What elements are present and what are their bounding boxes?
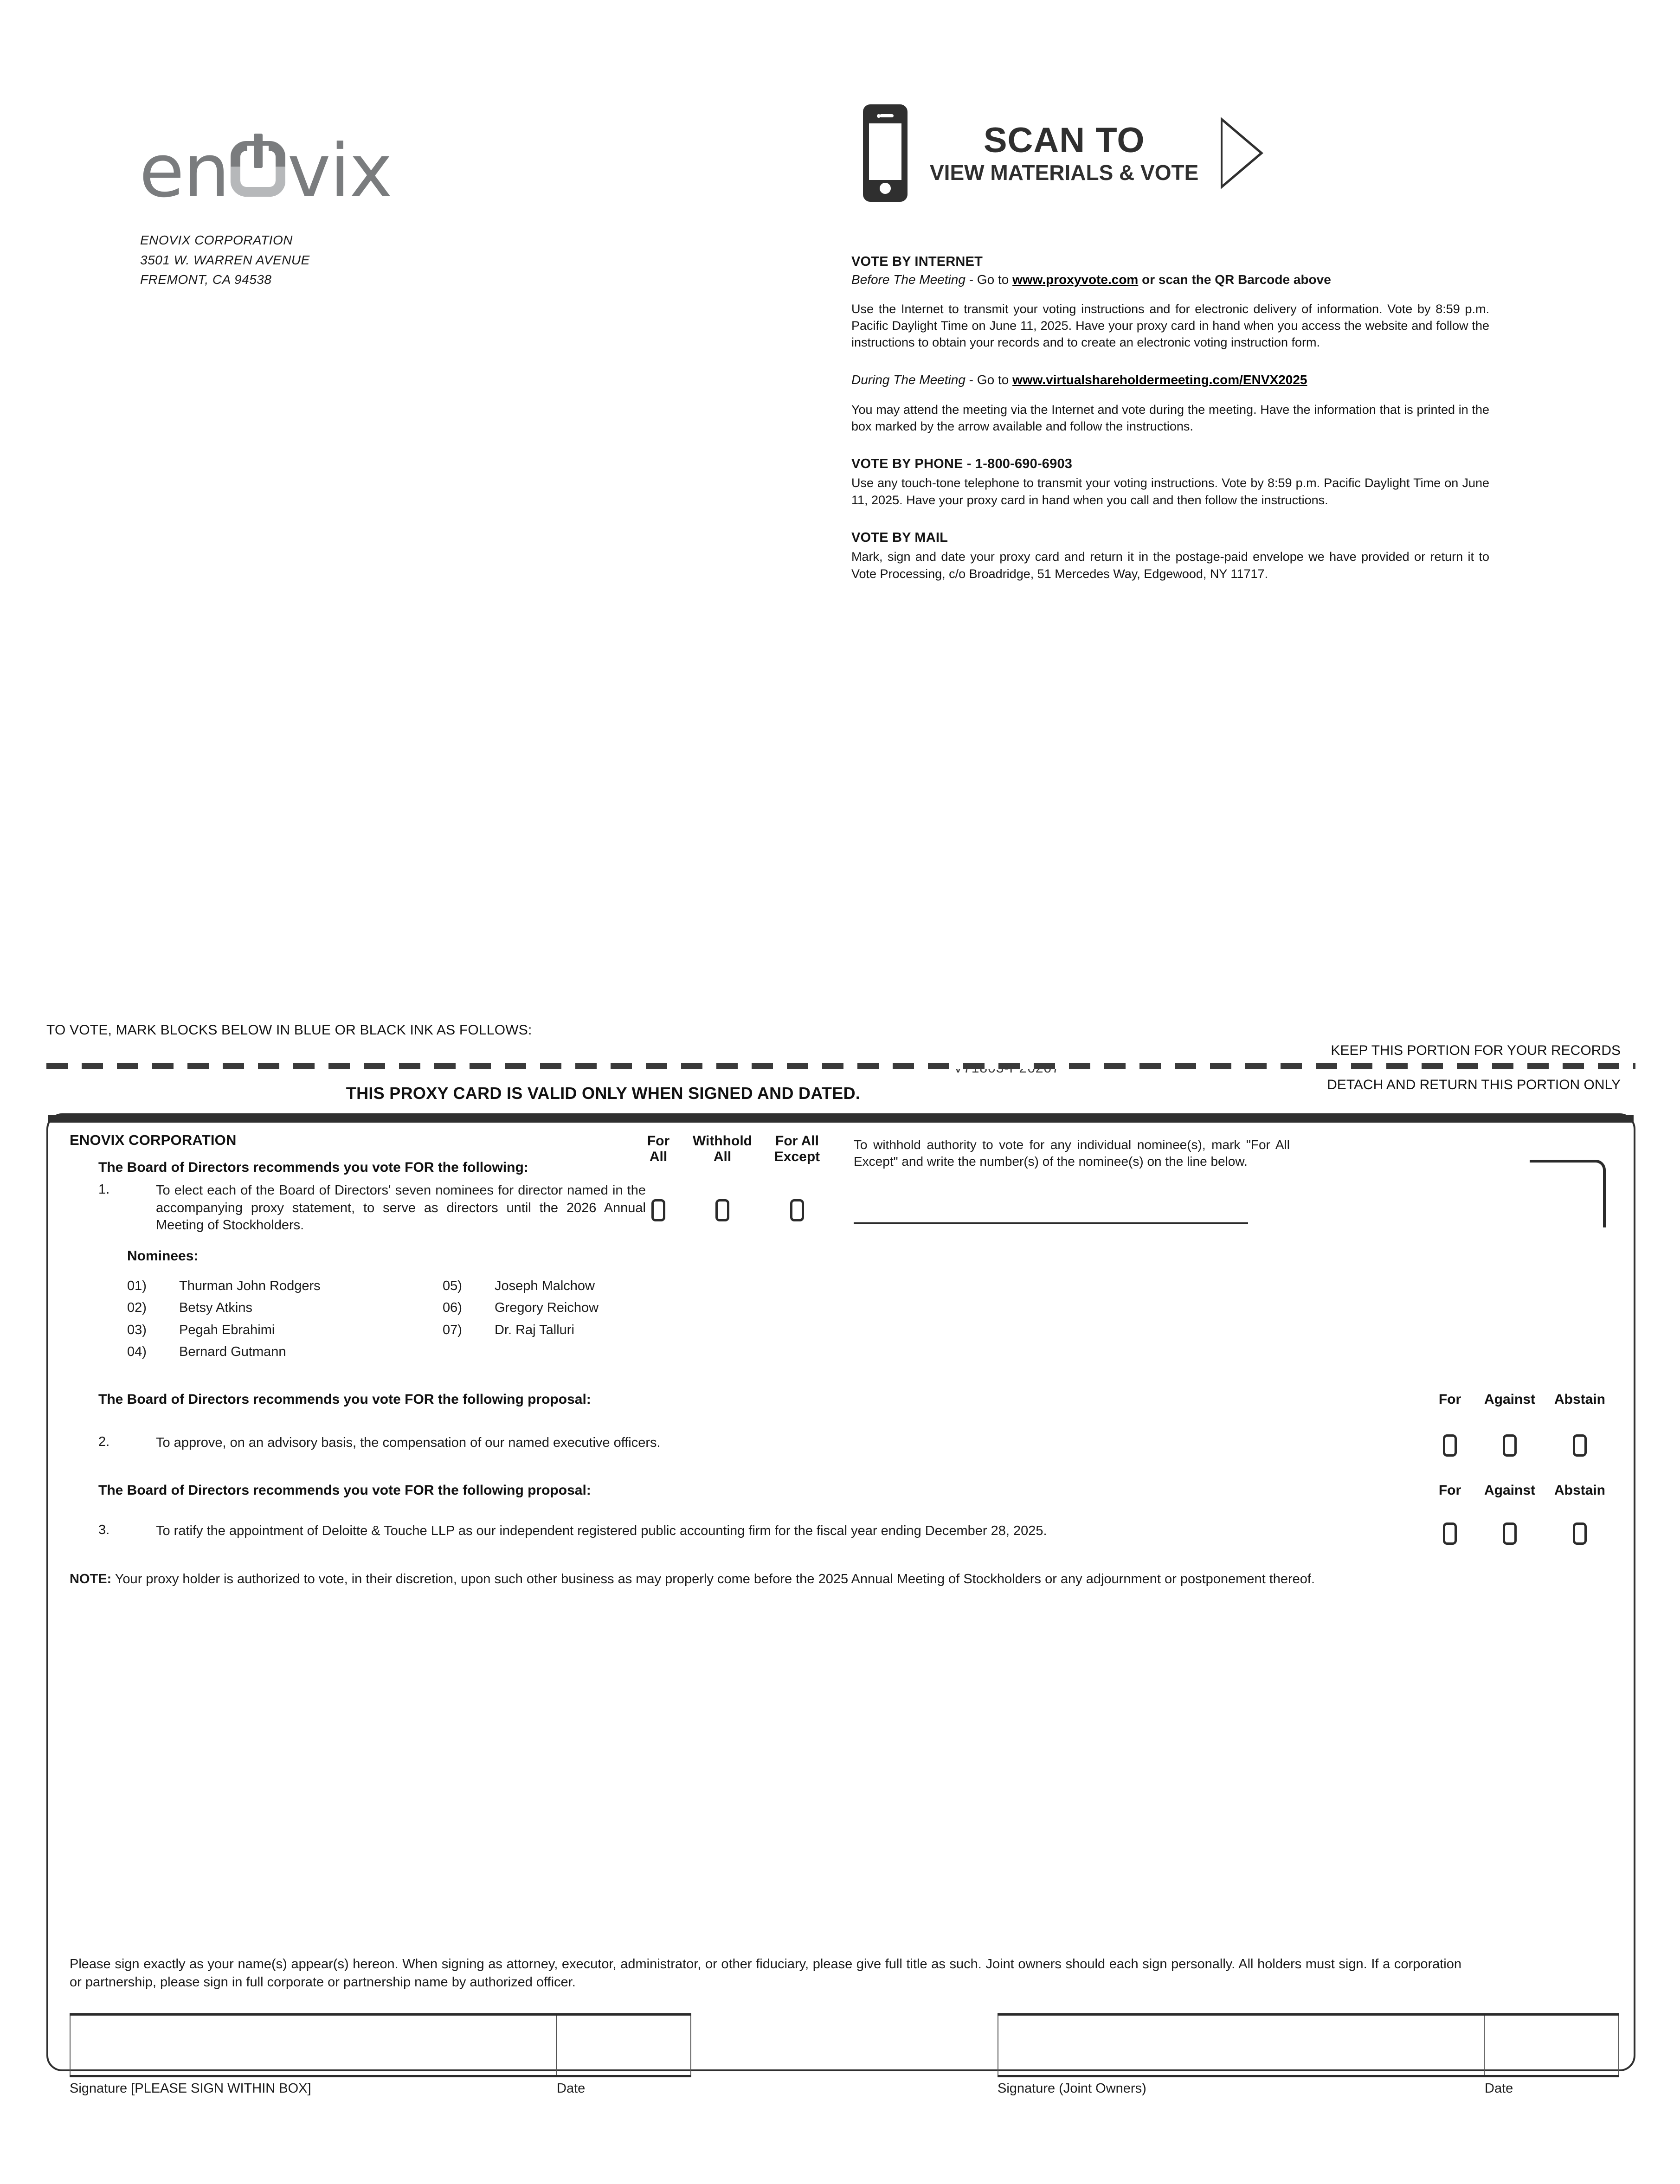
during-meeting-label: During The Meeting bbox=[851, 373, 966, 387]
item3-text: To ratify the appointment of Deloitte & Touche LLP as our independent registered public accounting firm for the fiscal year ending December 28, 2025. bbox=[156, 1523, 1047, 1539]
checkbox-cell-against-item3 bbox=[1474, 1522, 1545, 1545]
header-for-item3: For bbox=[1438, 1483, 1461, 1498]
checkbox-item2-against[interactable] bbox=[1503, 1434, 1517, 1457]
signature-label-joint: Signature (Joint Owners) bbox=[998, 2081, 1146, 2096]
checkbox-item2-for[interactable] bbox=[1443, 1434, 1457, 1457]
signature-area bbox=[70, 2013, 1619, 2096]
logo-wordmark bbox=[139, 128, 557, 214]
recommendation-proposal-3: The Board of Directors recommends you vote FOR the following proposal: bbox=[98, 1483, 591, 1498]
list-item: 01) Thurman John Rodgers bbox=[127, 1275, 443, 1297]
item3-column-headers bbox=[1425, 1483, 1615, 1498]
nominee-name: Dr. Raj Talluri bbox=[495, 1322, 574, 1337]
logo-letters-en: en bbox=[139, 128, 229, 214]
before-meeting-line bbox=[851, 271, 1489, 288]
during-meeting-goto: - Go to bbox=[965, 373, 1013, 387]
vote-by-internet-heading: VOTE BY INTERNET bbox=[851, 254, 983, 269]
checkbox-cell-against-item2 bbox=[1474, 1434, 1545, 1457]
nominees-column-left bbox=[127, 1275, 443, 1363]
list-item: 02) Betsy Atkins bbox=[127, 1297, 443, 1319]
withhold-authority-note: To withhold authority to vote for any individual nominee(s), mark "For All Except" and write the number(s) of the nominee(s) on the line below. bbox=[854, 1137, 1290, 1169]
date-label-primary: Date bbox=[557, 2081, 586, 2096]
card-corporation-name: ENOVIX CORPORATION bbox=[70, 1132, 237, 1148]
mail-instructions-body: Mark, sign and date your proxy card and return it in the postage-paid envelope we have provided or return it to Vote Processing, c/o Broadridge, 51 Mercedes Way, Edgewood, NY 11717. bbox=[851, 550, 1489, 581]
before-meeting-suffix: or scan the QR Barcode above bbox=[1138, 272, 1331, 287]
nominees-list bbox=[70, 1275, 1615, 1363]
phone-instructions-body: Use any touch-tone telephone to transmit your voting instructions. Vote by 8:59 p.m. Pacific Daylight Time on June 11, 2025. Have your proxy card in hand when you call and then follow the instructions. bbox=[851, 476, 1489, 507]
recommendation-proposal-2: The Board of Directors recommends you vote FOR the following proposal: bbox=[98, 1392, 591, 1407]
item3-body bbox=[70, 1522, 1425, 1540]
voting-instructions bbox=[851, 253, 1489, 582]
company-name: ENOVIX CORPORATION bbox=[140, 233, 293, 247]
list-item: 05) Joseph Malchow bbox=[443, 1275, 758, 1297]
scan-to-heading: SCAN TO bbox=[983, 120, 1145, 160]
vote-by-phone-heading: VOTE BY PHONE - 1-800-690-6903 bbox=[851, 456, 1073, 471]
proxy-note bbox=[70, 1571, 1457, 1588]
proxyvote-link[interactable]: www.proxyvote.com bbox=[1012, 272, 1139, 287]
note-label: NOTE: bbox=[70, 1572, 112, 1587]
proxy-card-content bbox=[70, 1132, 1615, 1588]
internet-instructions-body: Use the Internet to transmit your voting instructions and for electronic delivery of information. Vote by 8:59 p.m. Pacific Daylight Time on June 11, 2025. Have your proxy card in hand when you access the website and follow the instructions to obtain your records and to create an electronic voting instruction form. bbox=[851, 302, 1489, 350]
address-line-1: 3501 W. WARREN AVENUE bbox=[140, 252, 310, 267]
list-item: 07) Dr. Raj Talluri bbox=[443, 1319, 758, 1341]
list-item: 04) Bernard Gutmann bbox=[127, 1341, 443, 1363]
header-for-all-except: For All Except bbox=[774, 1133, 820, 1164]
signature-label-primary: Signature [PLEASE SIGN WITHIN BOX] bbox=[70, 2081, 311, 2096]
during-meeting-body: You may attend the meeting via the Internet and vote during the meeting. Have the information that is printed in the box marked by the arrow available and follow the instructions. bbox=[851, 402, 1489, 433]
checkbox-cell-abstain-item2 bbox=[1545, 1434, 1615, 1457]
signature-labels-primary bbox=[70, 2081, 691, 2096]
scan-to-vote-banner bbox=[863, 104, 1263, 202]
address-line-2: FREMONT, CA 94538 bbox=[140, 272, 272, 287]
list-item: 06) Gregory Reichow bbox=[443, 1297, 758, 1319]
header-abstain-item2: Abstain bbox=[1554, 1392, 1605, 1407]
nominee-name: Pegah Ebrahimi bbox=[179, 1322, 275, 1337]
checkbox-cell-abstain-item3 bbox=[1545, 1522, 1615, 1545]
to-vote-instruction: TO VOTE, MARK BLOCKS BELOW IN BLUE OR BLACK INK AS FOLLOWS: bbox=[46, 1022, 532, 1038]
header-abstain-item3: Abstain bbox=[1554, 1483, 1605, 1498]
signature-boxes-primary bbox=[70, 2013, 691, 2077]
date-field-joint[interactable] bbox=[1485, 2016, 1619, 2075]
phone-home-button bbox=[880, 183, 891, 194]
phone-screen bbox=[869, 123, 901, 180]
logo-power-o-icon bbox=[231, 141, 285, 197]
nominee-name: Thurman John Rodgers bbox=[179, 1278, 321, 1294]
view-materials-vote-subheading: VIEW MATERIALS & VOTE bbox=[930, 160, 1199, 185]
list-item: 03) Pegah Ebrahimi bbox=[127, 1319, 443, 1341]
before-meeting-label: Before The Meeting bbox=[851, 272, 966, 287]
nominee-name: Betsy Atkins bbox=[179, 1300, 252, 1316]
date-label-joint: Date bbox=[1485, 2081, 1513, 2096]
signature-group-joint bbox=[998, 2013, 1619, 2096]
signature-group-primary bbox=[70, 2013, 691, 2096]
checkbox-cell-for-item2 bbox=[1425, 1434, 1474, 1457]
signature-instructions: Please sign exactly as your name(s) appear(s) hereon. When signing as attorney, executor, administrator, or other fiduciary, please give full title as such. Joint owners should each sign personally. All holders must sign. If a corporation or partnership, please sign in full corporate or partnership name by authorized officer. bbox=[70, 1957, 1461, 1990]
checkbox-item3-for[interactable] bbox=[1443, 1522, 1457, 1545]
phone-speaker bbox=[880, 114, 894, 117]
scan-banner-text bbox=[930, 122, 1198, 184]
during-meeting-line bbox=[851, 371, 1489, 388]
company-address bbox=[140, 231, 310, 290]
note-body: Your proxy holder is authorized to vote, in their discretion, upon such other business as may properly come before the 2025 Annual Meeting of Stockholders or any adjournment or postponement thereof. bbox=[111, 1572, 1315, 1587]
item3-vote-checkboxes bbox=[1425, 1522, 1615, 1545]
signature-labels-joint bbox=[998, 2081, 1619, 2096]
detach-portion-label: DETACH AND RETURN THIS PORTION ONLY bbox=[1327, 1077, 1621, 1092]
nominees-heading: Nominees: bbox=[127, 1248, 199, 1264]
signature-field-primary[interactable] bbox=[70, 2016, 557, 2075]
item3-number: 3. bbox=[98, 1522, 110, 1538]
item2-number: 2. bbox=[98, 1434, 110, 1450]
tear-dashed-line bbox=[46, 1063, 1635, 1069]
keep-portion-label: KEEP THIS PORTION FOR YOUR RECORDS bbox=[1331, 1043, 1621, 1058]
nominee-name: Bernard Gutmann bbox=[179, 1344, 286, 1359]
logo-letters-vix: vix bbox=[287, 128, 392, 214]
virtual-meeting-link[interactable]: www.virtualshareholdermeeting.com/ENVX2025 bbox=[1012, 373, 1307, 387]
item2-vote-checkboxes bbox=[1425, 1434, 1615, 1457]
vote-by-mail-heading: VOTE BY MAIL bbox=[851, 530, 948, 545]
checkbox-item3-against[interactable] bbox=[1503, 1522, 1517, 1545]
date-field-primary[interactable] bbox=[557, 2016, 691, 2075]
item2-text: To approve, on an advisory basis, the compensation of our named executive officers. bbox=[156, 1435, 661, 1451]
valid-when-signed-notice: THIS PROXY CARD IS VALID ONLY WHEN SIGNED AND DATED. bbox=[346, 1084, 861, 1103]
item1-number: 1. bbox=[98, 1182, 110, 1197]
header-for-all: For All bbox=[647, 1133, 670, 1164]
header-against-item2: Against bbox=[1484, 1392, 1535, 1407]
smartphone-icon bbox=[863, 104, 908, 202]
signature-boxes-joint bbox=[998, 2013, 1619, 2077]
checkbox-cell-for-item3 bbox=[1425, 1522, 1474, 1545]
checkbox-item3-abstain[interactable] bbox=[1573, 1522, 1587, 1545]
item1-text: To elect each of the Board of Directors' seven nominees for director named in the accompanying proxy statement, to serve as directors until the 2026 Annual Meeting of Stockholders. bbox=[156, 1183, 646, 1233]
triangle-arrow-icon bbox=[1221, 117, 1263, 189]
signature-field-joint[interactable] bbox=[998, 2016, 1485, 2075]
before-meeting-goto: - Go to bbox=[965, 272, 1013, 287]
item2-column-headers bbox=[1425, 1392, 1615, 1407]
recommendation-following: The Board of Directors recommends you vote FOR the following: bbox=[98, 1160, 528, 1175]
header-against-item3: Against bbox=[1484, 1483, 1535, 1498]
header-for-item2: For bbox=[1438, 1392, 1461, 1407]
enovix-logo bbox=[139, 128, 557, 214]
checkbox-item2-abstain[interactable] bbox=[1573, 1434, 1587, 1457]
nominee-name: Joseph Malchow bbox=[495, 1278, 595, 1294]
nominee-name: Gregory Reichow bbox=[495, 1300, 599, 1316]
proxy-card-top-bar bbox=[48, 1115, 1634, 1123]
nominees-column-right bbox=[443, 1275, 758, 1363]
header-withhold-all: Withhold All bbox=[692, 1133, 752, 1164]
logo-o-stem bbox=[254, 134, 263, 168]
item2-body bbox=[70, 1434, 1425, 1452]
